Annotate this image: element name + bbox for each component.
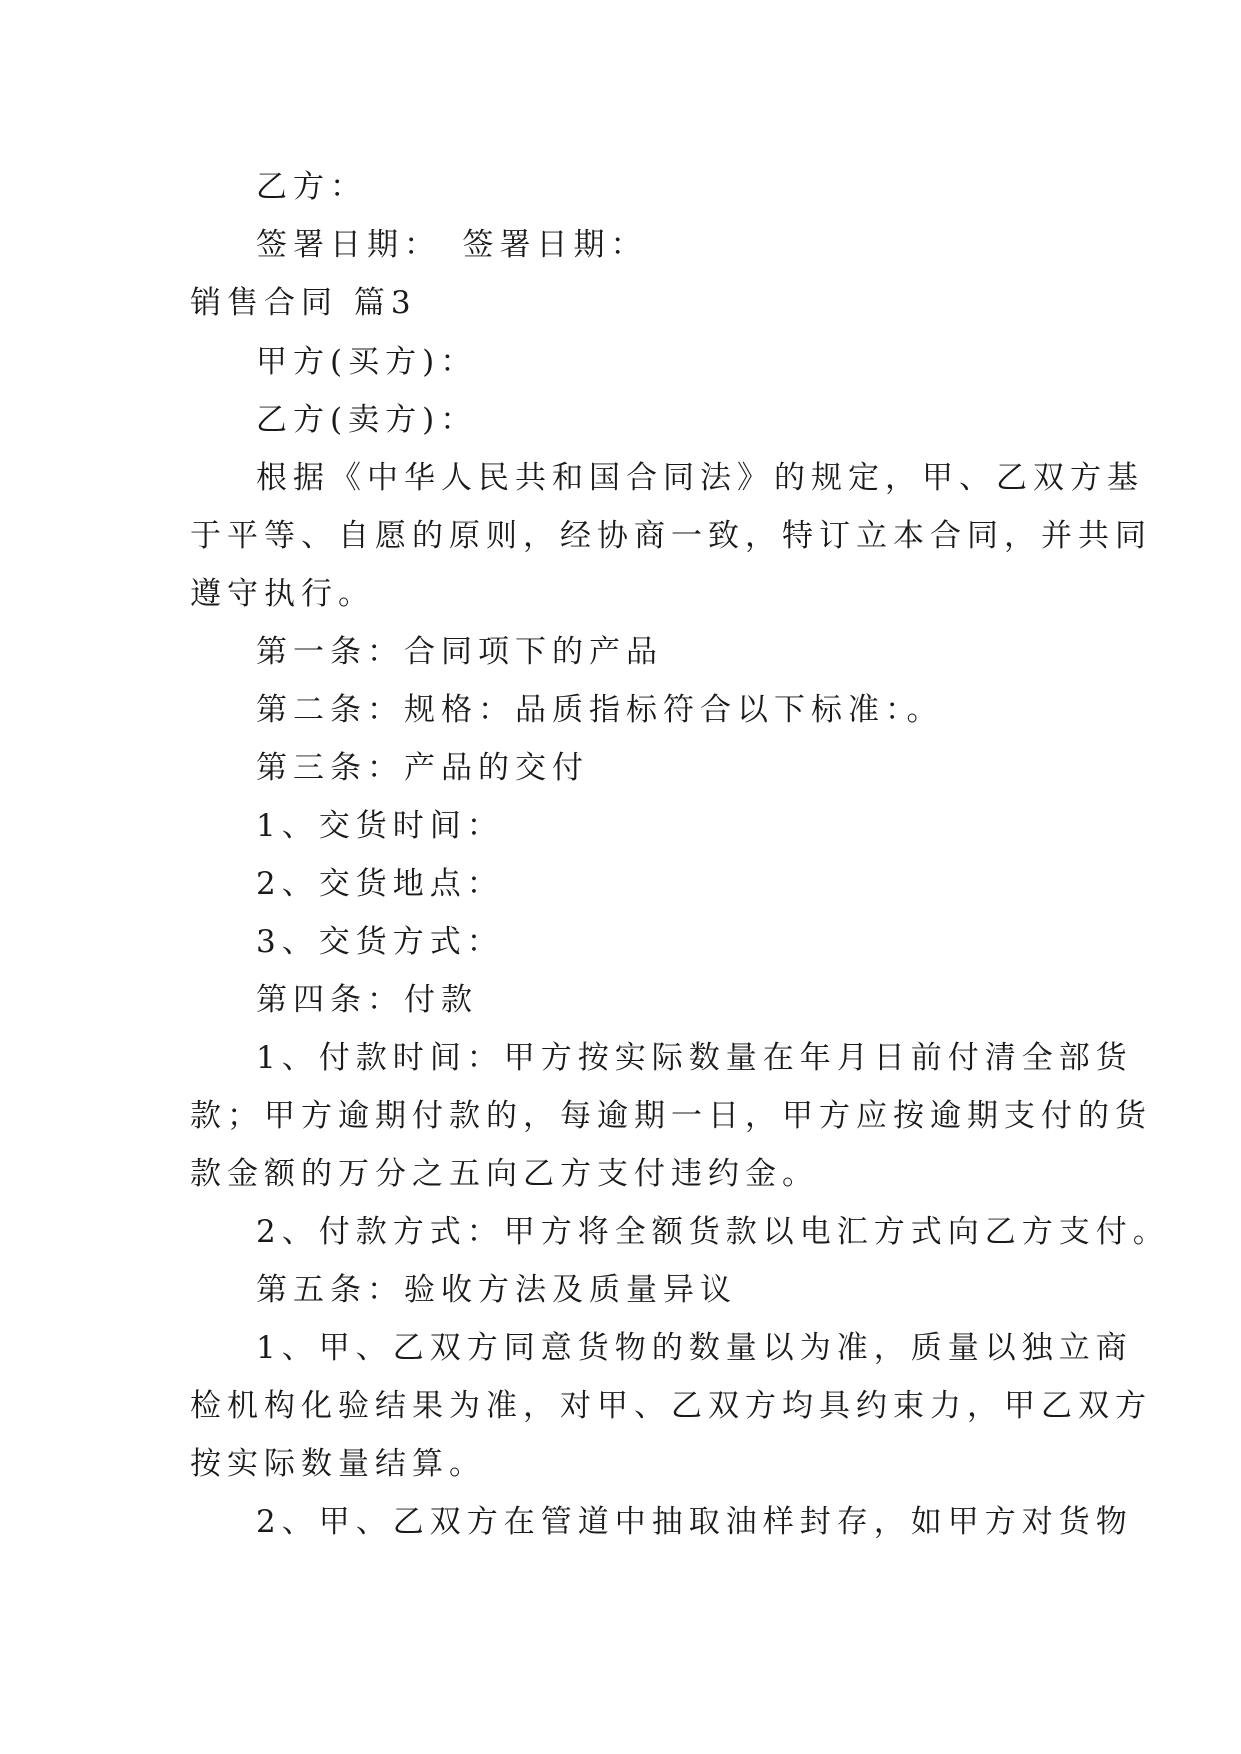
party-b-line: 乙方： — [256, 169, 367, 205]
article-heading: 第五条：验收方法及质量异议 — [256, 1272, 737, 1308]
seller-line: 乙方(卖方)： — [256, 402, 478, 438]
section-heading: 销售合同 篇3 — [190, 285, 417, 321]
list-item: 3、交货方式： — [256, 924, 504, 960]
article-heading: 第四条：付款 — [256, 982, 478, 1018]
paragraph-line: 款；甲方逾期付款的，每逾期一日，甲方应按逾期支付的货 — [190, 1098, 1152, 1134]
paragraph-line: 2、甲、乙双方在管道中抽取油样封存，如甲方对货物 — [256, 1504, 1133, 1540]
list-item: 1、交货时间： — [256, 808, 504, 844]
article-heading: 第二条：规格：品质指标符合以下标准：。 — [256, 692, 944, 728]
paragraph-line: 遵守执行。 — [190, 576, 375, 612]
article-heading: 第一条：合同项下的产品 — [256, 634, 663, 670]
list-item: 2、交货地点： — [256, 866, 504, 902]
buyer-line: 甲方(买方)： — [256, 344, 478, 380]
signature-date-line: 签署日期： 签署日期： — [256, 227, 648, 263]
paragraph-line: 1、甲、乙双方同意货物的数量以为准，质量以独立商 — [256, 1330, 1133, 1366]
paragraph-line: 1、付款时间：甲方按实际数量在年月日前付清全部货 — [256, 1040, 1133, 1076]
paragraph-line: 检机构化验结果为准，对甲、乙双方均具约束力，甲乙双方 — [190, 1388, 1152, 1424]
paragraph-line: 于平等、自愿的原则，经协商一致，特订立本合同，并共同 — [190, 518, 1152, 554]
paragraph-line: 根据《中华人民共和国合同法》的规定，甲、乙双方基 — [256, 460, 1144, 496]
paragraph-line: 按实际数量结算。 — [190, 1446, 486, 1482]
paragraph-line: 款金额的万分之五向乙方支付违约金。 — [190, 1156, 819, 1192]
paragraph-line: 2、付款方式：甲方将全额货款以电汇方式向乙方支付。 — [256, 1214, 1170, 1250]
article-heading: 第三条：产品的交付 — [256, 750, 589, 786]
